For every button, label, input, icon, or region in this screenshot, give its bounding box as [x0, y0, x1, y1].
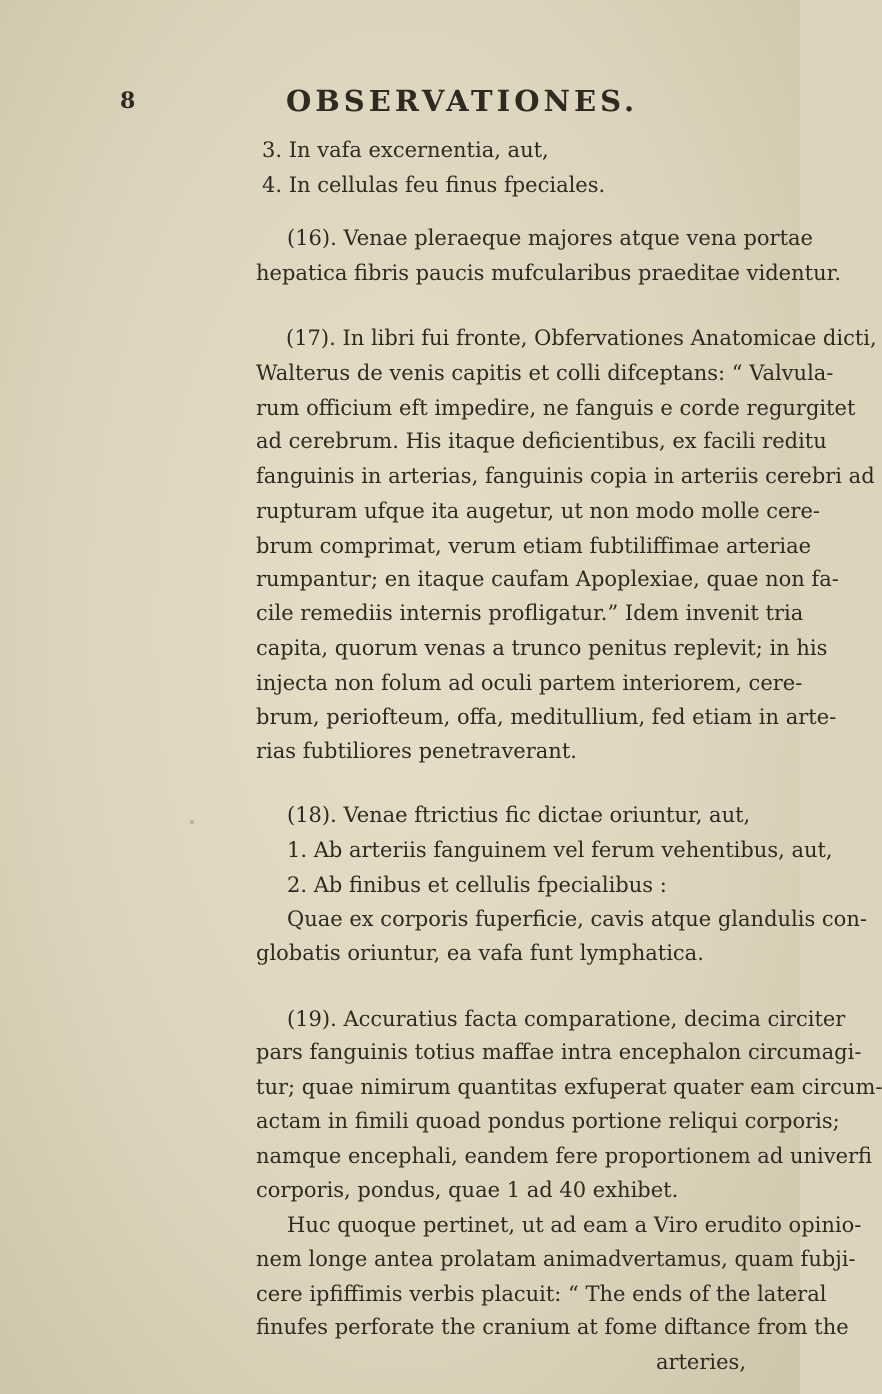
text-line: tur; quae nimirum quantitas exfuperat quater eam circum- — [256, 1075, 882, 1100]
text-line: rum officium eft impedire, ne fanguis e corde regurgitet — [256, 395, 856, 420]
ink-spot — [620, 960, 623, 963]
text-line: globatis oriuntur, ea vafa funt lymphatica. — [256, 941, 704, 966]
text-line: Walterus de venis capitis et colli difceptans: “ Valvula- — [256, 360, 834, 385]
running-title: OBSERVATIONES. — [286, 84, 639, 118]
text-line: finufes perforate the cranium at fome diftance from the — [256, 1315, 849, 1340]
text-line: rias fubtiliores penetraverant. — [256, 739, 577, 763]
text-line: cile remediis internis profligatur.” Idem invenit tria — [256, 601, 804, 626]
text-line: 4. In cellulas feu finus fpeciales. — [262, 172, 606, 197]
text-line: actam in fimili quoad pondus portione reliqui corporis; — [256, 1108, 840, 1133]
text-line: nem longe antea prolatam animadvertamus, quam fubji- — [256, 1246, 856, 1271]
text-line: pars fanguinis totius maffae intra encephalon circumagi- — [256, 1040, 862, 1065]
text-line: rumpantur; en itaque caufam Apoplexiae, quae non fa- — [256, 567, 839, 592]
text-line: brum comprimat, verum etiam fubtiliffimae arteriae — [256, 533, 812, 558]
text-line: (19). Accuratius facta comparatione, decima circiter — [287, 1006, 846, 1031]
text-line: injecta non folum ad oculi partem interiorem, cere- — [256, 670, 803, 695]
text-line: (17). In libri fui fronte, Obfervationes Anatomicae dicti, — [286, 326, 877, 351]
text-line: capita, quorum venas a trunco penitus replevit; in his — [256, 635, 828, 660]
text-line: 2. Ab finibus et cellulis fpecialibus : — [287, 872, 667, 897]
text-line: rupturam ufque ita augetur, ut non modo molle cere- — [256, 498, 820, 523]
text-line: hepatica fibris paucis mufcularibus praeditae videntur. — [256, 261, 842, 285]
text-line: ad cerebrum. His itaque deficientibus, ex facili reditu — [256, 429, 827, 454]
text-line: 3. In vafa excernentia, aut, — [262, 138, 549, 162]
text-line: namque encephali, eandem fere proportionem ad univerfi — [256, 1143, 873, 1168]
text-line: corporis, pondus, quae 1 ad 40 exhibet. — [256, 1178, 679, 1203]
text-line: Quae ex corporis fuperficie, cavis atque glandulis con- — [287, 906, 867, 931]
text-line: cere ipfiffimis verbis placuit: “ The ends of the lateral — [256, 1281, 827, 1306]
text-line: Huc quoque pertinet, ut ad eam a Viro erudito opinio- — [287, 1212, 862, 1237]
text-line: (16). Venae pleraeque majores atque vena portae — [287, 225, 813, 250]
ink-spot — [190, 820, 194, 824]
text-line: arteries, — [655, 1350, 746, 1374]
page-header — [120, 84, 680, 124]
page-number: 8 — [120, 88, 136, 114]
text-line: brum, periofteum, offa, meditullium, fed etiam in arte- — [256, 705, 837, 730]
text-line: (18). Venae ftrictius fic dictae oriuntur, aut, — [287, 803, 751, 828]
text-line: 1. Ab arteriis fanguinem vel ferum vehentibus, aut, — [287, 838, 833, 863]
text-line: fanguinis in arterias, fanguinis copia in arteriis cerebri ad — [256, 464, 875, 489]
